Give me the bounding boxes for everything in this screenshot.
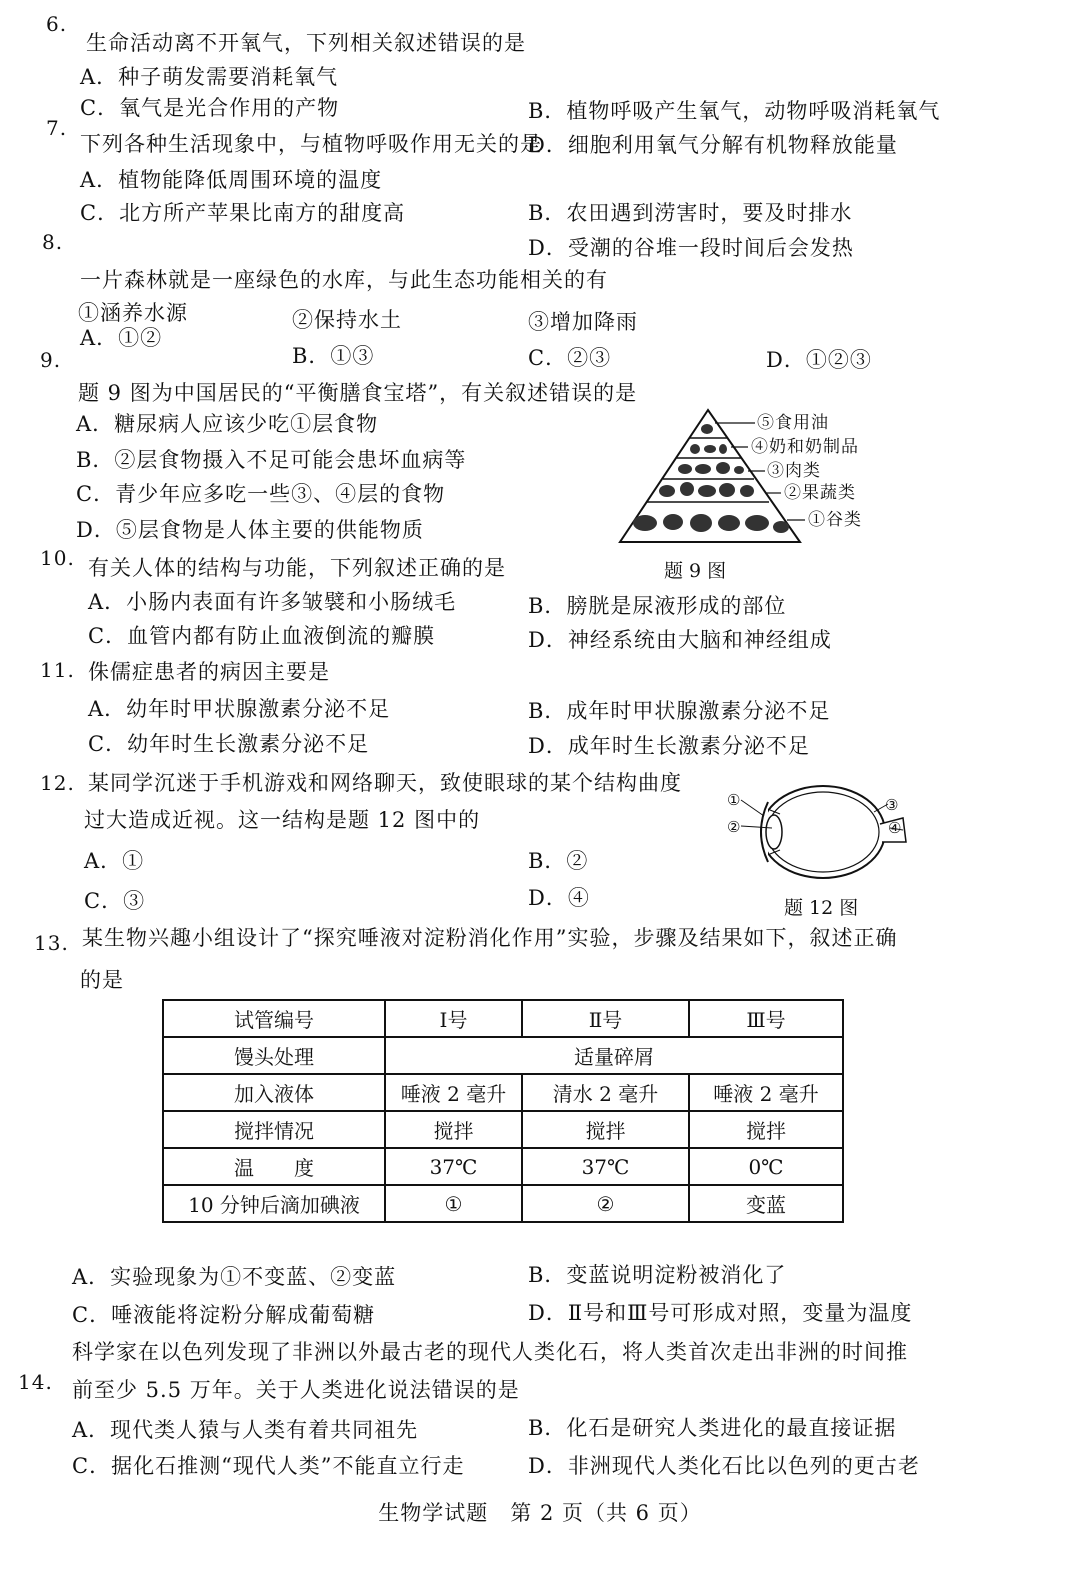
q12-stem-line1: 某同学沉迷于手机游戏和网络聊天，致使眼球的某个结构曲度 — [88, 771, 682, 795]
q13-number: 13. — [34, 931, 69, 955]
table-cell: 0℃ — [689, 1148, 843, 1185]
table-cell: ② — [522, 1185, 689, 1222]
table-cell: 清水 2 毫升 — [522, 1074, 689, 1111]
q9-option-d: D．⑤层食物是人体主要的供能物质 — [76, 518, 424, 542]
table-cell: 搅拌 — [522, 1111, 689, 1148]
figure-12-caption: 题 12 图 — [784, 897, 859, 919]
table-cell: 唾液 2 毫升 — [385, 1074, 522, 1111]
q12-option-a: A．① — [84, 849, 145, 873]
pyramid-label-meat: ③肉类 — [767, 461, 821, 481]
figure-9-caption: 题 9 图 — [664, 560, 727, 582]
q7-number: 7. — [46, 116, 68, 140]
q6-option-b: B．植物呼吸产生氧气，动物呼吸消耗氧气 — [528, 99, 941, 123]
table-row — [163, 1074, 843, 1111]
q13-stem-line2: 的是 — [80, 968, 124, 992]
table-cell: 37℃ — [385, 1148, 522, 1185]
q8-option-b: B．①③ — [292, 344, 375, 368]
q13-option-b: B．变蓝说明淀粉被消化了 — [528, 1263, 787, 1287]
q7-option-b: B．农田遇到涝害时，要及时排水 — [528, 201, 853, 225]
table-cell: 适量碎屑 — [385, 1037, 843, 1074]
q11-option-d: D．成年时生长激素分泌不足 — [528, 734, 810, 758]
table-cell: 试管编号 — [163, 1000, 385, 1037]
table-row — [163, 1000, 843, 1037]
table-cell: 变蓝 — [689, 1185, 843, 1222]
pyramid-label-oil: ⑤食用油 — [757, 413, 829, 433]
q13-option-d: D．Ⅱ号和Ⅲ号可形成对照，变量为温度 — [528, 1301, 913, 1325]
q7-option-d: D．受潮的谷堆一段时间后会发热 — [528, 236, 854, 260]
q13-option-a: A．实验现象为①不变蓝、②变蓝 — [72, 1265, 397, 1289]
table-cell: Ⅱ号 — [522, 1000, 689, 1037]
table-cell: ① — [385, 1185, 522, 1222]
table-cell: Ⅲ号 — [689, 1000, 843, 1037]
table-row — [163, 1111, 843, 1148]
q12-option-d: D．④ — [528, 886, 590, 910]
q11-option-b: B．成年时甲状腺激素分泌不足 — [528, 699, 831, 723]
q8-option-d: D．①②③ — [766, 348, 872, 372]
q11-option-c: C．幼年时生长激素分泌不足 — [88, 732, 370, 756]
q9-option-c: C．青少年应多吃一些③、④层的食物 — [76, 482, 446, 506]
q6-option-a: A．种子萌发需要消耗氧气 — [80, 65, 339, 89]
q14-stem-line1: 科学家在以色列发现了非洲以外最古老的现代人类化石，将人类首次走出非洲的时间推 — [72, 1340, 908, 1364]
table-cell: 加入液体 — [163, 1074, 385, 1111]
q14-stem-line2: 前至少 5.5 万年。关于人类进化说法错误的是 — [72, 1378, 520, 1402]
q6-stem: 生命活动离不开氧气，下列相关叙述错误的是 — [86, 31, 526, 55]
q7-option-c: C．北方所产苹果比南方的甜度高 — [80, 201, 406, 225]
q8-stem: 一片森林就是一座绿色的水库，与此生态功能相关的有 — [80, 268, 608, 292]
q9-option-b: B．②层食物摄入不足可能会患坏血病等 — [76, 448, 467, 472]
q12-number: 12. — [40, 771, 75, 795]
table-row — [163, 1148, 843, 1185]
q8-number: 8. — [42, 230, 64, 254]
q12-option-b: B．② — [528, 849, 589, 873]
q8-item-2: ②保持水土 — [292, 308, 402, 332]
eye-mark-3: ③ — [885, 796, 900, 814]
q12-option-c: C．③ — [84, 889, 146, 913]
q8-option-c: C．②③ — [528, 346, 612, 370]
page-footer: 生物学试题 第 2 页（共 6 页） — [378, 1501, 702, 1525]
table-row — [163, 1037, 843, 1074]
q6-option-c: C．氧气是光合作用的产物 — [80, 96, 340, 120]
q8-item-1: ①涵养水源 — [78, 301, 188, 325]
pyramid-label-grain: ①谷类 — [808, 510, 862, 530]
q10-option-c: C．血管内都有防止血液倒流的瓣膜 — [88, 624, 436, 648]
q7-option-a: A．植物能降低周围环境的温度 — [80, 168, 383, 192]
eye-mark-2: ② — [727, 818, 742, 836]
q12-stem-line2: 过大造成近视。这一结构是题 12 图中的 — [84, 808, 481, 832]
q11-number: 11. — [40, 658, 75, 682]
table-cell: 馒头处理 — [163, 1037, 385, 1074]
q14-option-a: A．现代类人猿与人类有着共同祖先 — [72, 1418, 419, 1442]
table-cell: 37℃ — [522, 1148, 689, 1185]
table-cell: 唾液 2 毫升 — [689, 1074, 843, 1111]
q7-stem: 下列各种生活现象中，与植物呼吸作用无关的是 — [80, 132, 542, 156]
eye-mark-4: ④ — [888, 819, 903, 837]
table-cell: 温 度 — [163, 1148, 385, 1185]
q10-option-b: B．膀胱是尿液形成的部位 — [528, 594, 787, 618]
q10-option-a: A．小肠内表面有许多皱襞和小肠绒毛 — [88, 590, 457, 614]
q13-option-c: C．唾液能将淀粉分解成葡萄糖 — [72, 1303, 376, 1327]
q8-option-a: A．①② — [80, 326, 163, 350]
experiment-table — [162, 999, 844, 1223]
table-cell: 10 分钟后滴加碘液 — [163, 1185, 385, 1222]
q14-option-b: B．化石是研究人类进化的最直接证据 — [528, 1416, 897, 1440]
q11-option-a: A．幼年时甲状腺激素分泌不足 — [88, 697, 391, 721]
q14-option-c: C．据化石推测“现代人类”不能直立行走 — [72, 1454, 465, 1478]
q11-stem: 侏儒症患者的病因主要是 — [88, 660, 330, 684]
q8-item-3: ③增加降雨 — [528, 310, 638, 334]
eye-mark-1: ① — [727, 791, 742, 809]
q6-option-d: D．细胞利用氧气分解有机物释放能量 — [528, 133, 898, 157]
q10-number: 10. — [40, 546, 75, 570]
q9-stem: 题 9 图为中国居民的“平衡膳食宝塔”，有关叙述错误的是 — [78, 381, 638, 405]
q6-number: 6. — [46, 12, 68, 36]
pyramid-label-fruit-veg: ②果蔬类 — [784, 483, 856, 503]
q10-stem: 有关人体的结构与功能，下列叙述正确的是 — [88, 556, 506, 580]
table-cell: 搅拌 — [385, 1111, 522, 1148]
q9-number: 9. — [40, 348, 62, 372]
table-cell: 搅拌情况 — [163, 1111, 385, 1148]
q9-option-a: A．糖尿病人应该少吃①层食物 — [76, 412, 379, 436]
q14-number: 14. — [18, 1370, 53, 1394]
q10-option-d: D．神经系统由大脑和神经组成 — [528, 628, 832, 652]
table-row — [163, 1185, 843, 1222]
table-cell: Ⅰ号 — [385, 1000, 522, 1037]
pyramid-label-dairy: ④奶和奶制品 — [751, 437, 859, 457]
q14-option-d: D．非洲现代人类化石比以色列的更古老 — [528, 1454, 920, 1478]
table-cell: 搅拌 — [689, 1111, 843, 1148]
q13-stem-line1: 某生物兴趣小组设计了“探究唾液对淀粉消化作用”实验，步骤及结果如下，叙述正确 — [82, 926, 898, 950]
